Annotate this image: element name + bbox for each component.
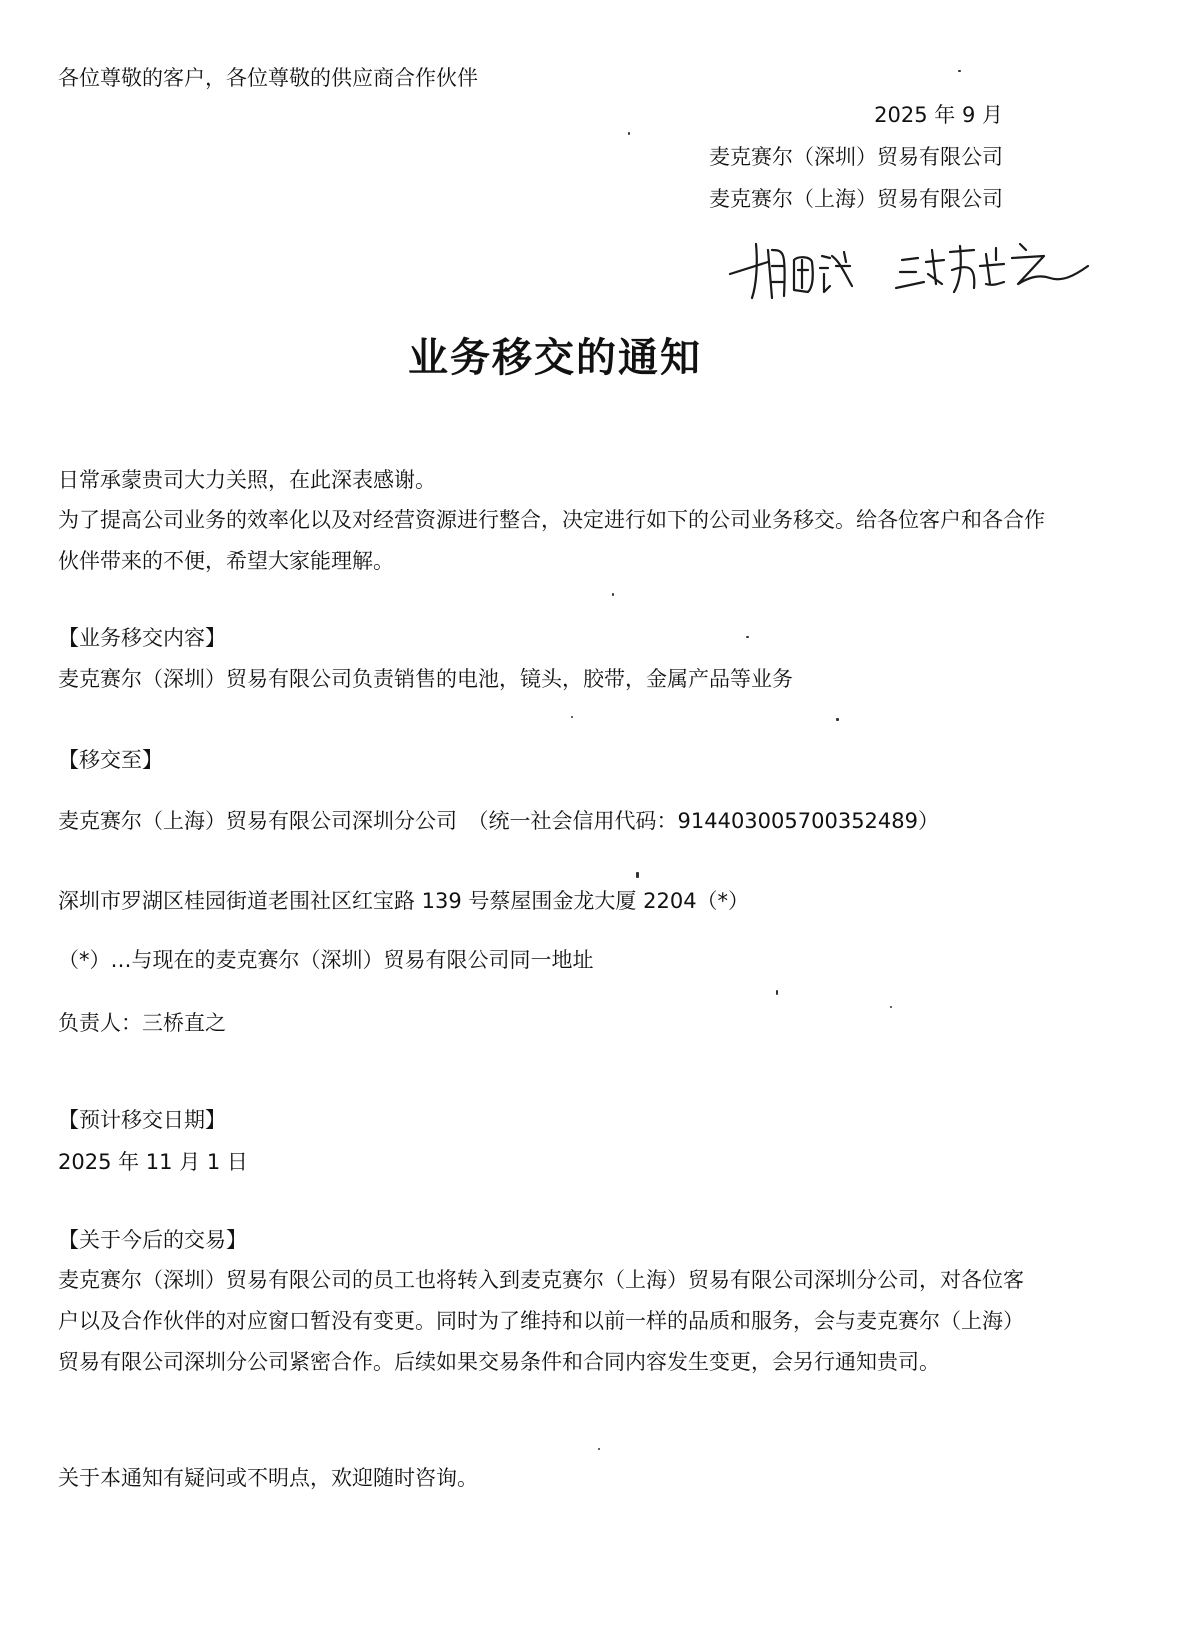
scan-speck bbox=[746, 636, 749, 638]
page-title: 业务移交的通知 bbox=[408, 335, 702, 381]
sender-company-shenzhen: 麦克赛尔（深圳）贸易有限公司 bbox=[709, 145, 1003, 169]
scan-speck bbox=[636, 872, 639, 878]
intro-thanks: 日常承蒙贵司大力关照，在此深表感谢。 bbox=[58, 468, 436, 492]
future-body: 麦克赛尔（深圳）贸易有限公司的员工也将转入到麦克赛尔（上海）贸易有限公司深圳分公司，对各位客户以及合作伙伴的对应窗口暂没有变更。同时为了维持和以前一样的品质和服务，会与麦克赛尔（上海）贸易有限公司深圳分公司紧密合作。后续如果交易条件和合同内容发生变更，会另行通知贵司。 bbox=[58, 1268, 1024, 1374]
transfer-date-value: 2025 年 11 月 1 日 bbox=[58, 1150, 248, 1174]
intro-purpose: 为了提高公司业务的效率化以及对经营资源进行整合，决定进行如下的公司业务移交。给各位客户和各合作伙伴带来的不便，希望大家能理解。 bbox=[58, 508, 1045, 573]
handwritten-signatures bbox=[728, 226, 1128, 316]
issue-date: 2025 年 9 月 bbox=[874, 103, 1003, 127]
transfer-date-heading: 【预计移交日期】 bbox=[58, 1108, 226, 1132]
transfer-to-company: 麦克赛尔（上海）贸易有限公司深圳分公司 （统一社会信用代码：91440300570035248​9） bbox=[58, 809, 939, 833]
scan-speck bbox=[890, 1006, 892, 1008]
scan-speck bbox=[598, 1448, 600, 1450]
transfer-content-body: 麦克赛尔（深圳）贸易有限公司负责销售的电池，镜头，胶带，金属产品等业务 bbox=[58, 667, 793, 691]
address-note: （*）…与现在的麦克赛尔（深圳）贸易有限公司同一地址 bbox=[58, 948, 594, 972]
future-heading: 【关于今后的交易】 bbox=[58, 1228, 247, 1252]
transfer-content-heading: 【业务移交内容】 bbox=[58, 626, 226, 650]
transfer-to-heading: 【移交至】 bbox=[58, 748, 163, 772]
scan-speck bbox=[628, 132, 630, 135]
closing-line: 关于本通知有疑问或不明点，欢迎随时咨询。 bbox=[58, 1466, 478, 1490]
scan-speck bbox=[571, 716, 573, 718]
scan-speck bbox=[612, 593, 614, 596]
sender-company-shanghai: 麦克赛尔（上海）贸易有限公司 bbox=[709, 187, 1003, 211]
transfer-to-address: 深圳市罗湖区桂园街道老围社区红宝路 139 号蔡屋围金龙大厦 2204（*） bbox=[58, 889, 750, 913]
scan-speck bbox=[836, 718, 839, 721]
scan-speck bbox=[776, 990, 778, 995]
person-in-charge: 负责人：三桥直之 bbox=[58, 1011, 226, 1035]
greeting: 各位尊敬的客户，各位尊敬的供应商合作伙伴 bbox=[58, 66, 478, 90]
scan-speck bbox=[958, 70, 961, 72]
